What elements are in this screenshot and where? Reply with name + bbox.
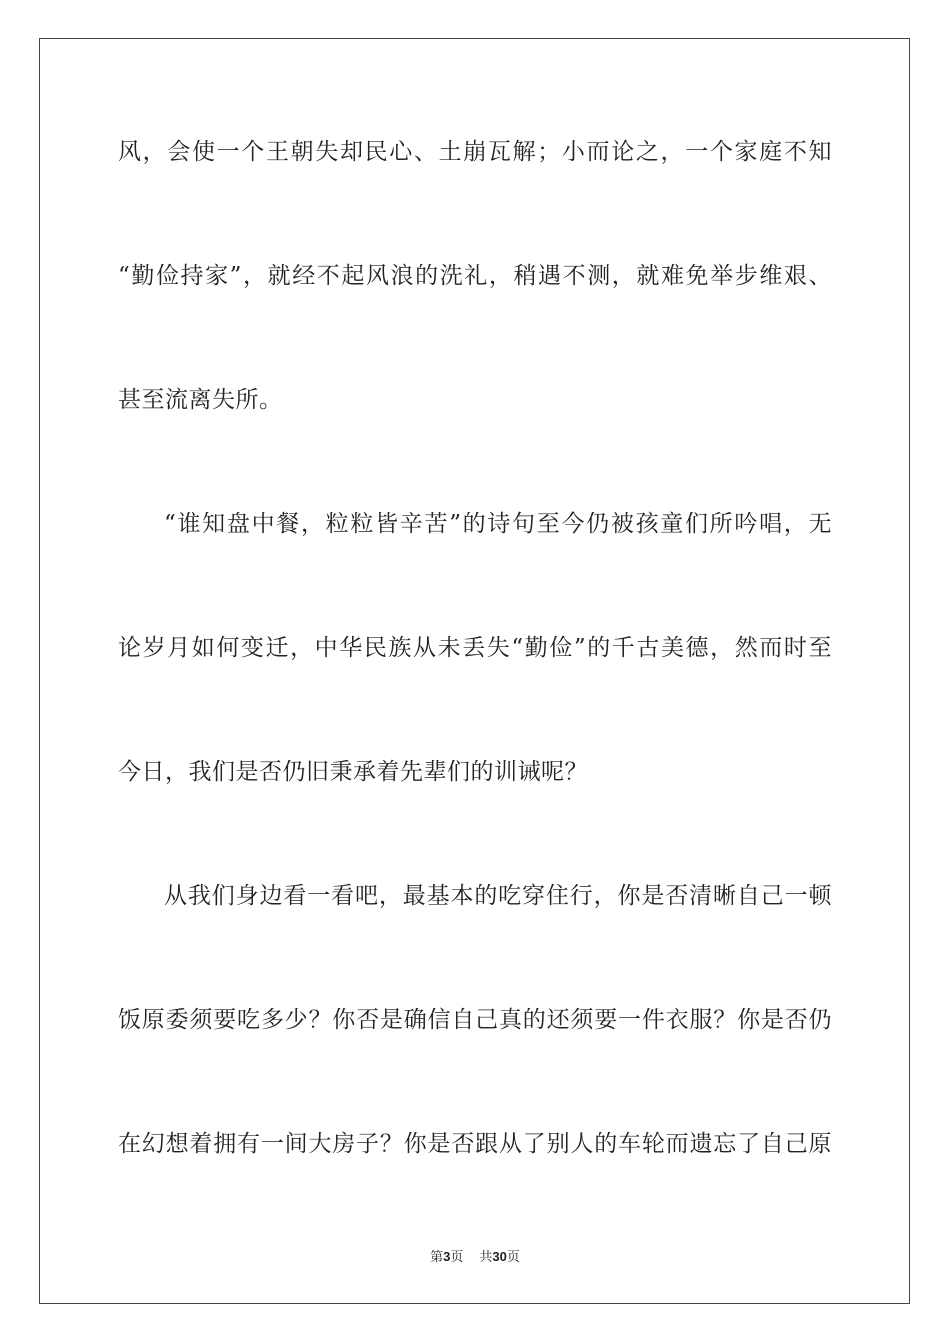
total-prefix: 共 <box>479 1250 493 1265</box>
page-suffix: 页 <box>450 1250 464 1265</box>
current-page-number: 3 <box>443 1249 451 1264</box>
text-line-1: 风，会使一个王朝失却民心、土崩瓦解；小而论之，一个家庭不知 <box>118 139 832 165</box>
text-line-9: 在幻想着拥有一间大房子？你是否跟从了别人的车轮而遗忘了自己原 <box>118 1131 832 1157</box>
text-line-2: “勤俭持家”，就经不起风浪的洗礼，稍遇不测，就难免举步维艰、 <box>118 263 832 289</box>
page-border <box>39 38 910 1304</box>
page-footer <box>0 1248 950 1267</box>
text-line-4: “谁知盘中餐，粒粒皆辛苦”的诗句至今仍被孩童们所吟唱，无 <box>164 511 832 537</box>
total-page-count: 30 <box>492 1249 507 1264</box>
text-line-3: 甚至流离失所。 <box>118 387 283 413</box>
text-line-7: 从我们身边看一看吧，最基本的吃穿住行，你是否清晰自己一顿 <box>164 883 832 909</box>
total-suffix: 页 <box>506 1250 520 1265</box>
text-line-8: 饭原委须要吃多少？你否是确信自己真的还须要一件衣服？你是否仍 <box>118 1007 832 1033</box>
text-line-5: 论岁月如何变迁，中华民族从未丢失“勤俭”的千古美德，然而时至 <box>118 635 832 661</box>
text-line-6: 今日，我们是否仍旧秉承着先辈们的训诫呢？ <box>118 759 588 785</box>
page-prefix: 第 <box>430 1250 444 1265</box>
